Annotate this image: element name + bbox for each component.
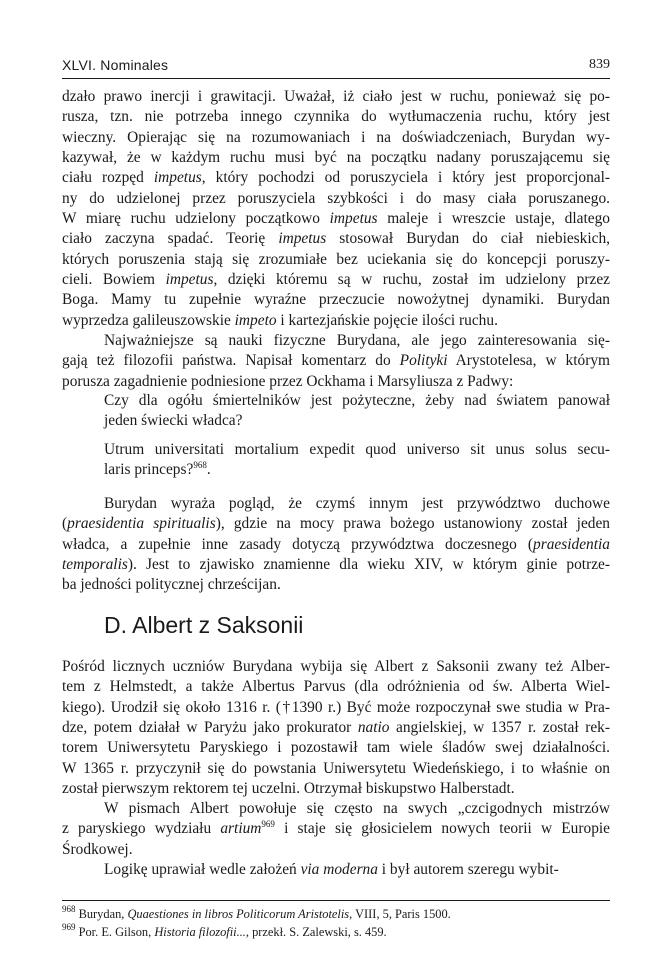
text-line: W miarę ruchu udzielony początkowo impetus maleje i wreszcie ustaje, dlatego: [62, 210, 610, 228]
quote-latin-line: laris princeps?$^{968}$.: [104, 460, 211, 479]
text-line: rusza, tzn. nie potrzeba innego czynnika do wytłumaczenia ruchu, który jest: [62, 108, 610, 126]
text-line: kazywał, że w każdym ruchu musi być na początku nadany poruszającemu się: [62, 149, 610, 167]
running-header: [62, 57, 610, 77]
text-line: temporalis). Jest to zjawisko znamienne dla wieku XIV, w którym ginie potrze-: [62, 556, 610, 574]
text-line: cieli. Bowiem impetus, dzięki któremu są w ruchu, został im udzielony przez: [62, 271, 610, 289]
text-line: gają też filozofii państwa. Napisał komentarz do Polityki Arystotelesa, w którym: [62, 352, 610, 370]
text-line: ny do udzielonej przez poruszyciela szybkości i do masy ciała poruszanego.: [62, 189, 610, 207]
paragraph-logic: [62, 860, 610, 880]
quote-latin-line: Utrum universitati mortalium expedit quod universo sit unus solus secu-: [104, 441, 610, 458]
text-line: W 1365 r. przyczynił się do powstania Uniwersytetu Wiedeńskiego, i to właśnie on: [62, 759, 610, 777]
section-heading: D. Albert z Saksonii: [104, 612, 304, 638]
text-line: porusza zagadnienie podniesione przez Ockhama i Marsyliusza z Padwy:: [62, 372, 514, 390]
text-line: Burydan wyraża pogląd, że czymś innym jest przywództwo duchowe: [104, 495, 610, 512]
text-line: wyprzedza galileuszowskie impeto i kartezjańskie pojęcie ilości ruchu.: [62, 311, 498, 329]
text-line: ciału rozpęd impetus, który pochodzi od poruszyciela i który jest proporcjonal-: [62, 169, 610, 187]
paragraph-leadership: [62, 494, 610, 596]
text-line: dze, potem działał w Paryżu jako prokurator natio angielskiej, w 1357 r. został rek-: [62, 719, 610, 737]
header-rule: [62, 78, 610, 79]
text-line: z paryskiego wydziału artium$^{969}$ i staje się głosicielem nowych teorii w Europie: [62, 819, 610, 838]
text-line: W pismach Albert powołuje się często na swych „czcigodnych mistrzów: [104, 800, 610, 817]
text-line: ba jedności politycznej chrześcijan.: [62, 576, 281, 594]
text-line: Pośród licznych uczniów Burydana wybija się Albert z Saksonii zwany też Alber-: [62, 658, 610, 675]
text-line: kiego). Urodził się około 1316 r. (†1390 r.) Być może rozpoczynał swe studia w Pra-: [62, 698, 610, 716]
text-line: wieczny. Opierając się na rozumowaniach i na doświadczeniach, Burydan wy-: [62, 128, 610, 146]
quote-latin: [104, 440, 610, 481]
text-line: został pierwszym rektorem tej uczelni. Otrzymał biskupstwo Halberstadt.: [62, 780, 515, 798]
text-line: Środkowej.: [62, 840, 133, 858]
text-line: Boga. Mamy tu zupełnie wyraźne przeczucie nowożytnej dynamiki. Burydan: [62, 291, 610, 309]
text-line: (praesidentia spiritualis), gdzie na mocy prawa bożego ustanowiony został jeden: [62, 515, 611, 533]
text-line: Najważniejsze są nauki fizyczne Burydana, ale jego zainteresowania się-: [104, 332, 610, 349]
text-line: których poruszenia stają się zrozumiałe bez uciekania się do koncepcji poruszy-: [62, 250, 610, 268]
paragraph-albert-masters: [62, 799, 610, 860]
paragraph-albert-bio: [62, 657, 610, 799]
text-line: torem Uniwersytetu Paryskiego i pozostawił tam wiele śladów swej działalności.: [62, 739, 610, 757]
quote-polish: [104, 391, 610, 432]
footnote-rule: [62, 900, 610, 901]
text-line: dzało prawo inercji i grawitacji. Uważał, iż ciało jest w ruchu, ponieważ się po-: [62, 88, 610, 105]
footnote-ref: 968: [193, 460, 207, 471]
paragraph-impetus: [62, 87, 610, 331]
text-line: ciało zaczyna spadać. Teorię impetus stosował Burydan do ciał niebieskich,: [62, 230, 611, 248]
page-number: 839: [589, 57, 610, 72]
paragraph-politics: [62, 331, 610, 392]
text-line: władca, a zupełnie inne zasady dotyczą przywództwa doczesnego (praesidentia: [62, 535, 610, 553]
text-line: jeden świecki władca?: [104, 412, 243, 430]
chapter-title: XLVI. Nominales: [62, 57, 169, 73]
text-line: Czy dla ogółu śmiertelników jest pożyteczne, żeby nad światem panował: [104, 392, 610, 409]
footnote-ref: 969: [261, 819, 275, 830]
footnote-968: $^{968}$ Burydan, Quaestiones in libros Politicorum Aristotelis, VIII, 5, Paris 1500.: [62, 904, 451, 921]
text-line: Logikę uprawiał wedle założeń via moderna i był autorem szeregu wybit-: [104, 861, 559, 878]
footnote-969: $^{969}$ Por. E. Gilson, Historia filozofii..., przekł. S. Zalewski, s. 459.: [62, 922, 387, 939]
text-line: tem z Helmstedt, a także Albertus Parvus (dla odróżnienia od św. Alberta Wiel-: [62, 678, 610, 696]
